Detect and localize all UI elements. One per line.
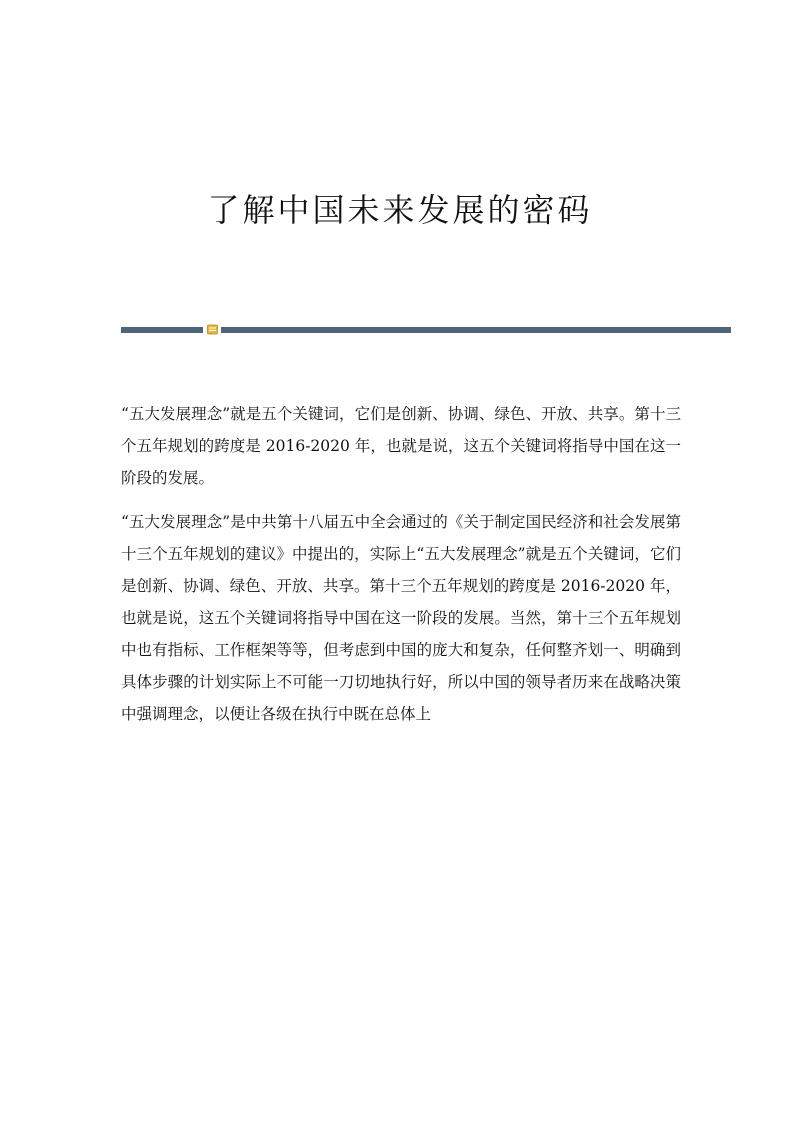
title-divider [121, 324, 731, 336]
paragraph: “五大发展理念”就是五个关键词，它们是创新、协调、绿色、开放、共享。第十三个五年规划的跨度是 2016-2020 年，也就是说，这五个关键词将指导中国在这一阶段的发展。 [121, 405, 681, 487]
page-title: 了解中国未来发展的密码 [207, 191, 593, 229]
pencil-icon [207, 324, 218, 335]
divider-bar-left [121, 327, 203, 333]
body-text [121, 398, 681, 742]
divider-bar-right [221, 327, 731, 333]
paragraph: “五大发展理念”是中共第十八届五中全会通过的《关于制定国民经济和社会发展第十三个五年规划的建议》中提出的，实际上“五大发展理念”就是五个关键词，它们是创新、协调、绿色、开放、共享。第十三个五年规划的跨度是 2016-2020 年，也就是说，这五个关键词将指导中国在这一阶段的发展。当然，第十三个五年规划中也有指标、工作框架等等，但考虑到中国的庞大和复杂，任何整齐划一、明确到具体步骤的计划实际上不可能一刀切地执行好，所以中国的领导者历来在战略决策中强调理念，以便让各级在执行中既在总体上 [121, 513, 681, 723]
